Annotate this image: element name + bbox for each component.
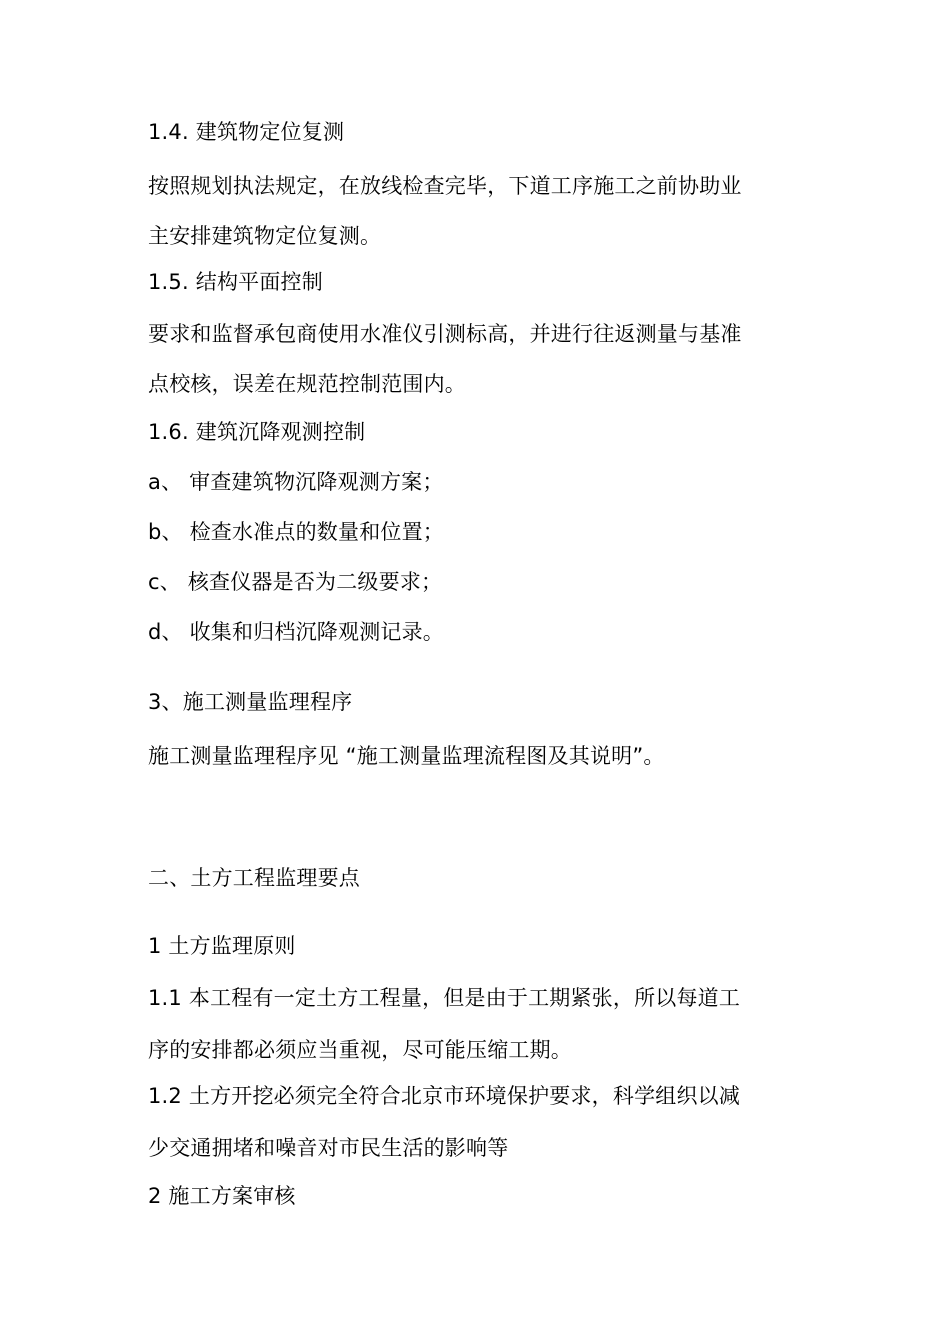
paragraph-line: 序的安排都必须应当重视，尽可能压缩工期。: [148, 1038, 572, 1062]
heading-1: 1 土方监理原则: [148, 934, 296, 958]
heading-chapter-2: 二、土方工程监理要点: [148, 866, 360, 890]
list-item-d: d、 收集和归档沉降观测记录。: [148, 620, 445, 644]
paragraph-line: 施工测量监理程序见 “施工测量监理流程图及其说明”。: [148, 744, 665, 768]
paragraph-line: 主安排建筑物定位复测。: [148, 224, 382, 248]
heading-2: 2 施工方案审核: [148, 1184, 296, 1208]
paragraph-line: 要求和监督承包商使用水准仪引测标高，并进行往返测量与基准: [148, 322, 742, 346]
list-item-c: c、 核查仪器是否为二级要求；: [148, 570, 443, 594]
list-item-b: b、 检查水准点的数量和位置；: [148, 520, 445, 544]
paragraph-line: 1.1 本工程有一定土方工程量，但是由于工期紧张，所以每道工: [148, 986, 741, 1010]
heading-1-4: 1.4. 建筑物定位复测: [148, 120, 345, 144]
heading-section-3: 3、施工测量监理程序: [148, 690, 353, 714]
paragraph-line: 按照规划执法规定，在放线检查完毕，下道工序施工之前协助业: [148, 174, 742, 198]
paragraph-line: 点校核，误差在规范控制范围内。: [148, 372, 466, 396]
paragraph-line: 1.2 土方开挖必须完全符合北京市环境保护要求，科学组织以减: [148, 1084, 741, 1108]
list-item-a: a、 审查建筑物沉降观测方案；: [148, 470, 444, 494]
heading-1-5: 1.5. 结构平面控制: [148, 270, 323, 294]
heading-1-6: 1.6. 建筑沉降观测控制: [148, 420, 366, 444]
paragraph-line: 少交通拥堵和噪音对市民生活的影响等: [148, 1136, 509, 1160]
